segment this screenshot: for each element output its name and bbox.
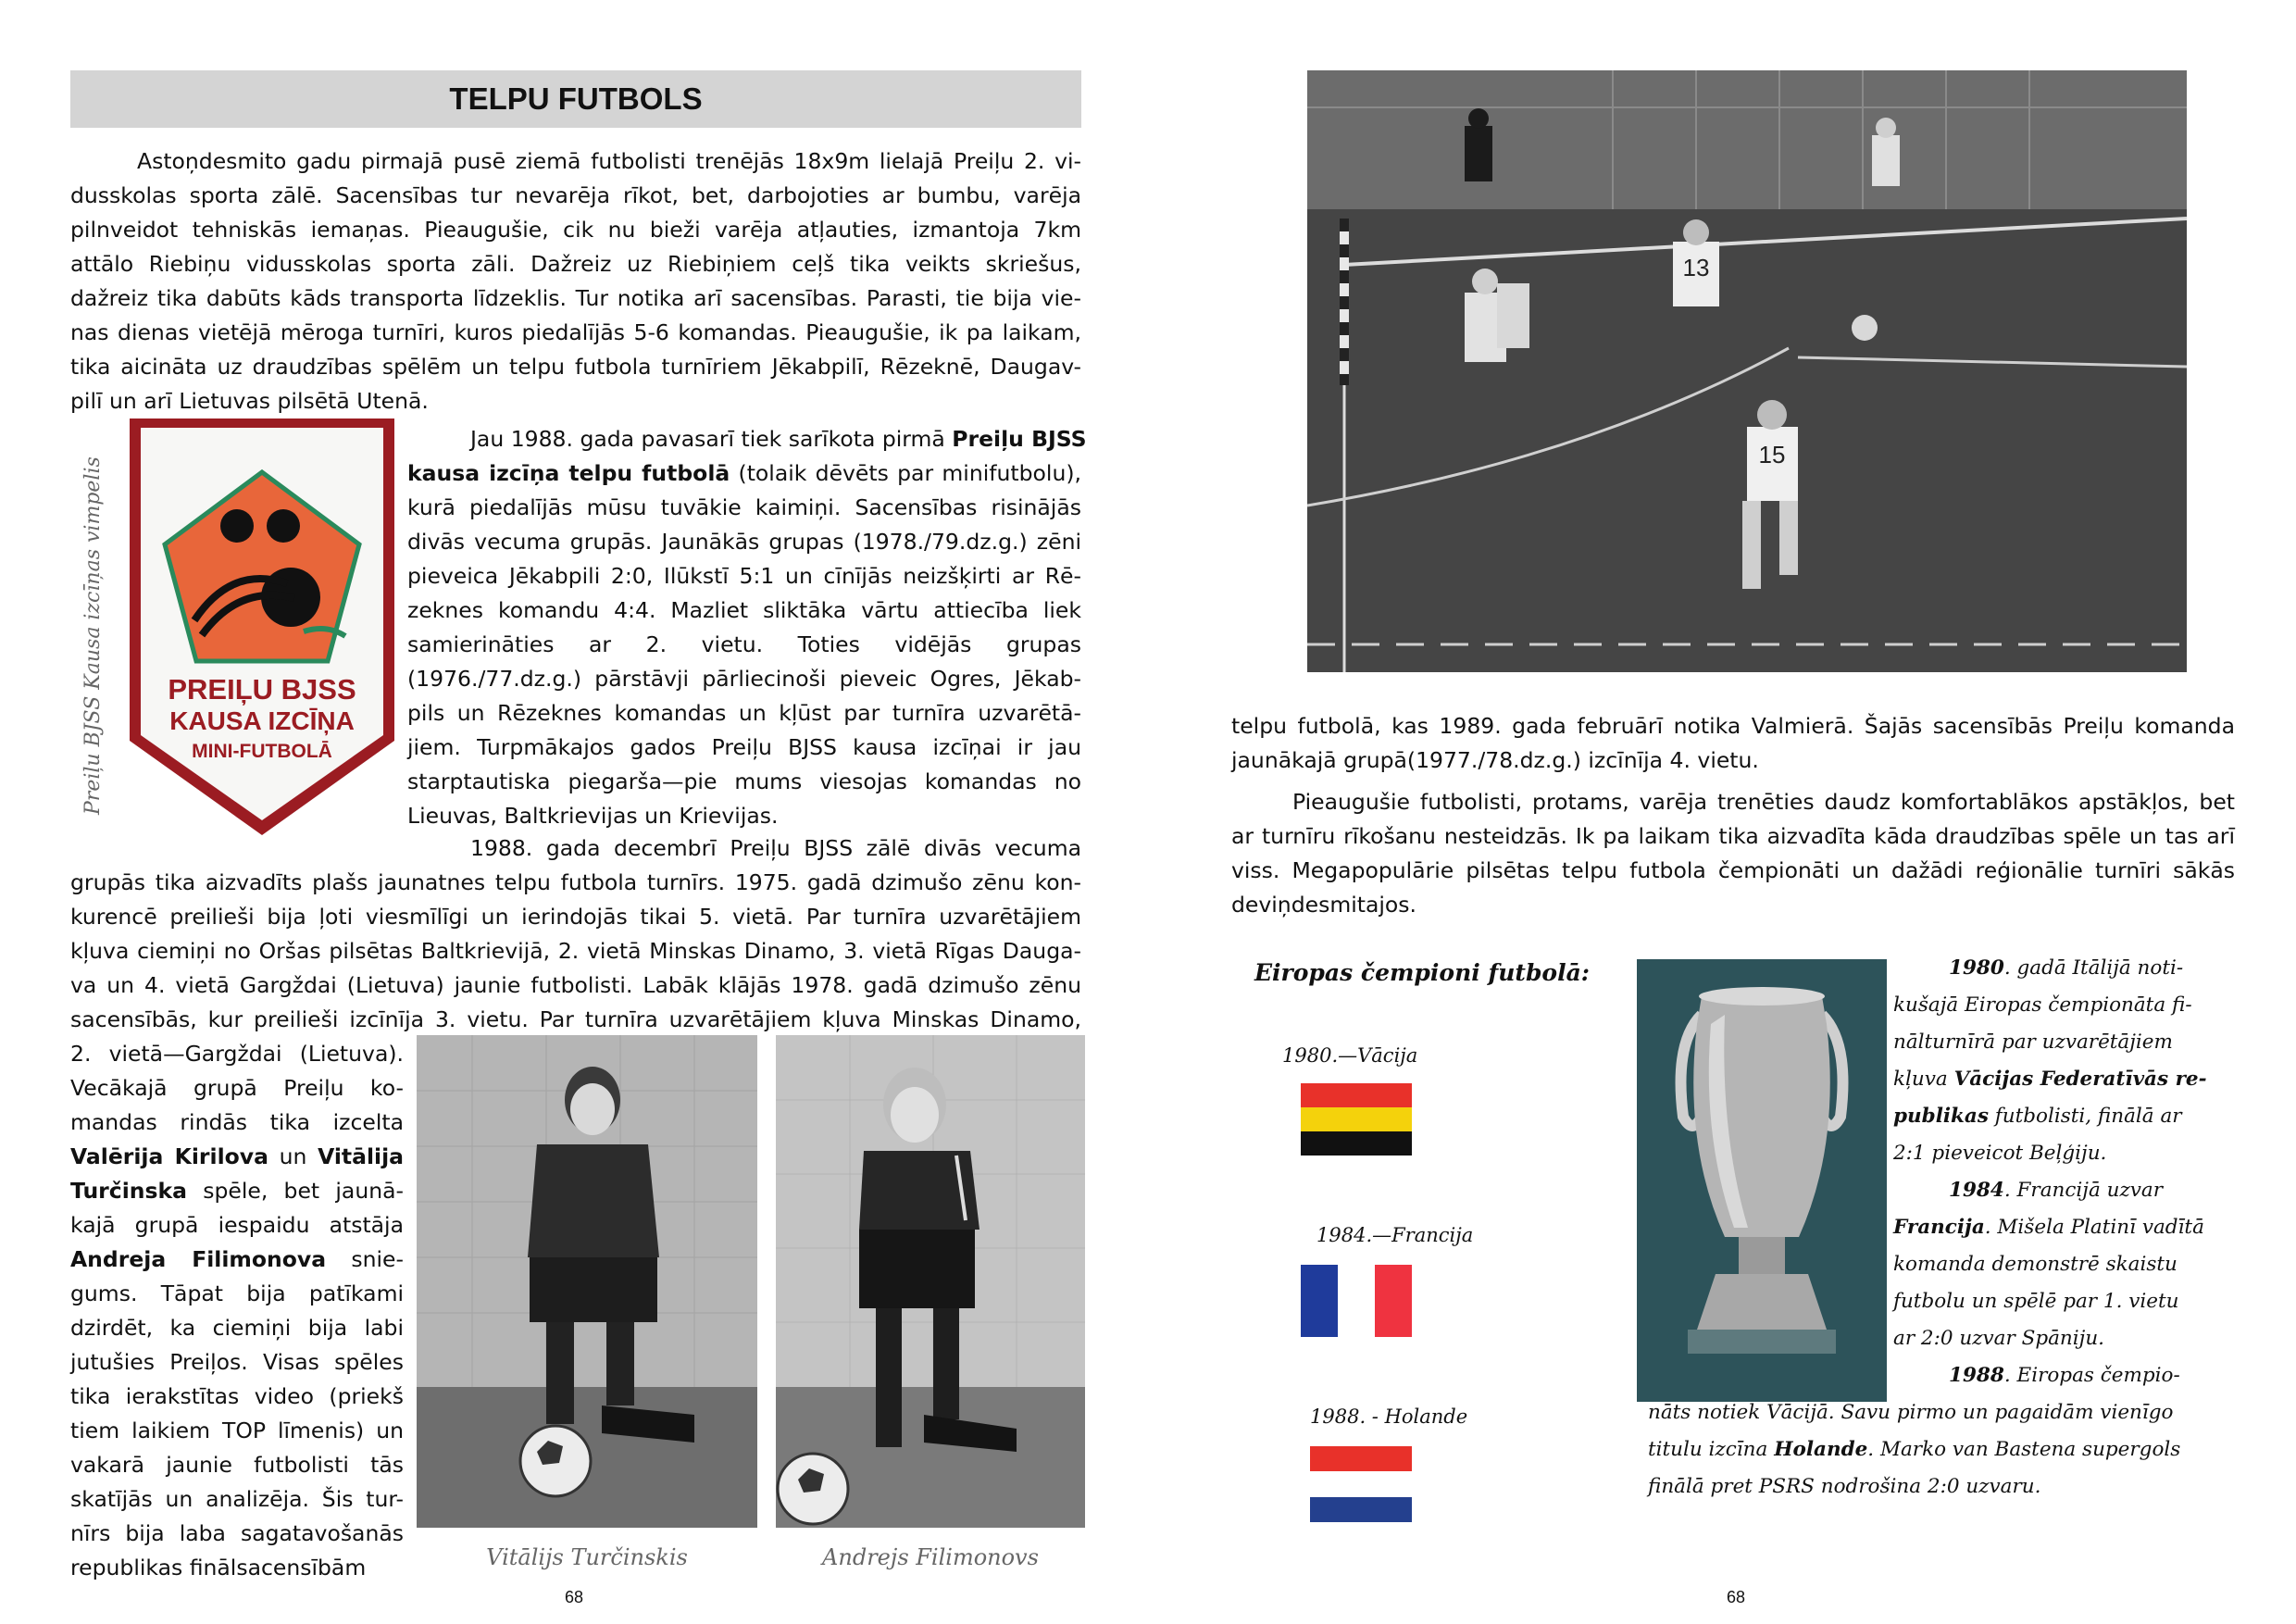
text-line: kajā grupā iespaidu atstāja xyxy=(70,1212,404,1238)
trophy-photo xyxy=(1637,959,1887,1402)
france-flag xyxy=(1301,1265,1412,1337)
germany-flag xyxy=(1301,1083,1412,1156)
text-line: Lieuvas, Baltkrievijas un Krievijas. xyxy=(407,803,779,829)
text-line: ar 2:0 uzvar Spāniju. xyxy=(1893,1327,2104,1350)
jersey-number: 13 xyxy=(1682,254,1710,281)
text-line: 1980. gadā Itālijā noti- xyxy=(1949,956,2184,980)
pennant-caption: Preiļu BJSS Kausa izcīņas vimpelis xyxy=(81,456,105,815)
pennant-line-2: KAUSA IZCĪŅA xyxy=(169,706,355,735)
text-line: telpu futbolā, kas 1989. gada februārī notika Valmierā. Šajās sacensībās Preiļu komanda xyxy=(1231,713,2235,739)
text-line: jiem. Turpmākajos gados Preiļu BJSS kausa izcīņai ir jau xyxy=(407,734,1081,760)
text-line: Francija. Mišela Platinī vadītā xyxy=(1893,1216,2204,1239)
player-photo-turcinskis xyxy=(417,1035,757,1528)
text-line: gums. Tāpat bija patīkami xyxy=(70,1280,404,1306)
player-photo-filimonovs xyxy=(776,1035,1085,1528)
text-line: komanda demonstrē skaistu xyxy=(1893,1253,2177,1276)
paragraph-narrow xyxy=(70,1037,404,1585)
text-line: kušajā Eiropas čempionāta fi- xyxy=(1893,993,2192,1017)
text-line: pieveica Jēkabpili 2:0, Ilūkstī 5:1 un cīnījās neizšķirti ar Rē- xyxy=(407,563,1081,589)
text-line: jutušies Preiļos. Visas spēles xyxy=(70,1349,404,1375)
page-title: TELPU FUTBOLS xyxy=(70,70,1081,128)
euro-story-1988 xyxy=(1648,1394,2222,1505)
text-line: kurā piedalījās mūsu tuvākie kaimiņi. Sacensības risinājās xyxy=(407,494,1081,520)
flag-label-1988: 1988. - Holande xyxy=(1310,1405,1468,1428)
jersey-number: 15 xyxy=(1758,441,1786,468)
text-line: ar turnīru rīkošanu nesteidzās. Ik pa laikam tika aizvadīta kāda draudzības spēle un tas arī xyxy=(1231,823,2235,849)
text-line: dzirdēt, ka ciemiņi bija labi xyxy=(70,1315,404,1341)
text-line: divās vecuma grupās. Jaunākās grupas (1978./79.dz.g.) zēni xyxy=(407,529,1081,555)
text-line: attālo Riebiņu vidusskolas sporta zāli. Dažreiz uz Riebiņiem ceļš tika veikts skriešus, xyxy=(70,251,1081,277)
text-line: 1984. Francijā uzvar xyxy=(1949,1179,2164,1202)
pennant-line-1: PREIĻU BJSS xyxy=(168,673,356,706)
ball-icon xyxy=(1852,315,1878,341)
text-line: tika aicināta uz draudzības spēlēm un telpu futbola turnīriem Jēkabpilī, Rēzeknē, Daugav- xyxy=(70,354,1081,380)
text-line: va un 4. vietā Gargždai (Lietuva) jaunie futbolisti. Labāk klājās 1978. gadā dzimušo zēnu xyxy=(70,972,1081,998)
text-line: dažreiz tika dabūts kāds transporta līdzeklis. Tur notika arī sacensības. Parasti, tie bija vie- xyxy=(70,285,1081,311)
flag-label-1984: 1984.—Francija xyxy=(1316,1224,1474,1246)
paragraph-1988 xyxy=(407,422,1087,833)
text-line: (1976./77.dz.g.) pārstāvji pārliecinoši pieveic Ogres, Jēkab- xyxy=(407,666,1081,692)
page-number-left: 68 xyxy=(564,1588,584,1606)
text-line: pils un Rēzeknes komandas un kļūst par turnīra uzvarētā- xyxy=(407,700,1081,726)
text-line: samierināties ar 2. vietu. Toties vidējās grupas xyxy=(407,631,1081,657)
text-line: publikas futbolisti, finālā ar xyxy=(1893,1105,2182,1128)
intro-paragraph xyxy=(70,144,1081,418)
text-line: Turčinska spēle, bet jaunā- xyxy=(70,1178,404,1204)
text-line: jaunākajā grupā(1977./78.dz.g.) izcīnīja 4. vietu. xyxy=(1231,747,1759,773)
text-line: viss. Megapopulārie pilsētas telpu futbola čempionāti un dažādi reģionālie turnīri sākās xyxy=(1231,857,2235,883)
text-line: titulu izcīna Holande. Marko van Bastena supergols xyxy=(1648,1438,2181,1461)
text-line: kļuva Vācijas Federatīvās re- xyxy=(1893,1068,2207,1091)
text-line: finālā pret PSRS nodrošina 2:0 uzvaru. xyxy=(1648,1475,2041,1498)
ball-icon xyxy=(220,509,254,543)
text-line: kļuva ciemiņi no Oršas pilsētas Baltkrievijā, 2. vietā Minskas Dinamo, 3. vietā Rīgas Dauga- xyxy=(70,938,1081,964)
match-photo xyxy=(1307,70,2187,672)
text-line: nas dienas vietējā mēroga turnīri, kuros piedalījās 5-6 komandas. Pieaugušie, ik pa laikam, xyxy=(70,319,1081,345)
text-line: tiem laikiem TOP līmenis) un xyxy=(70,1418,404,1443)
ball-icon xyxy=(267,509,300,543)
continued-paragraph xyxy=(1231,709,2235,778)
text-line: tika ierakstītas video (priekš xyxy=(70,1383,404,1409)
page-number-right: 68 xyxy=(1726,1588,1746,1606)
text-line: pilī un arī Lietuvas pilsētā Utenā. xyxy=(70,388,429,414)
text-line: 1988. Eiropas čempio- xyxy=(1949,1364,2180,1387)
text-line: Pieaugušie futbolisti, protams, varēja trenēties daudz komfortablākos apstākļos, bet xyxy=(1292,789,2235,815)
text-line: republikas finālsacensībām xyxy=(70,1555,367,1580)
pennant-line-3: MINI-FUTBOLĀ xyxy=(192,741,332,762)
text-line: 2. vietā—Gargždai (Lietuva). xyxy=(70,1041,404,1067)
euro-story xyxy=(1893,950,2213,1394)
text-line: 1988. gada decembrī Preiļu BJSS zālē divās vecuma xyxy=(470,835,1081,861)
text-line: Jau 1988. gada pavasarī tiek sarīkota pirmā Preiļu BJSS xyxy=(470,426,1087,452)
adults-paragraph xyxy=(1231,785,2235,922)
text-line: Astoņdesmito gadu pirmajā pusē ziemā futbolisti trenējās 18x9m lielajā Preiļu 2. vi- xyxy=(137,148,1081,174)
text-line: grupās tika aizvadīts plašs jaunatnes telpu futbola turnīrs. 1975. gadā dzimušo zēnu kon- xyxy=(70,869,1081,895)
text-line: vakarā jaunie futbolisti tās xyxy=(70,1452,404,1478)
text-line: deviņdesmitajos. xyxy=(1231,892,1416,918)
pennant-image xyxy=(128,417,396,838)
text-line: Andreja Filimonova snie- xyxy=(70,1246,404,1272)
text-line: nālturnīrā par uzvarētājiem xyxy=(1893,1031,2173,1054)
text-line: 2:1 pieveicot Beļģiju. xyxy=(1893,1142,2107,1165)
flag-label-1980: 1980.—Vācija xyxy=(1282,1044,1418,1067)
text-line: pilnveidot tehniskās iemaņas. Pieaugušie, cik nu bieži varēja atļauties, izmantoja 7km xyxy=(70,217,1081,243)
euro-champions-heading: Eiropas čempioni futbolā: xyxy=(1254,959,1591,986)
text-line: mandas rindās tika izcelta xyxy=(70,1109,404,1135)
netherlands-flag xyxy=(1310,1446,1412,1522)
text-line: starptautiska piegarša—pie mums viesojas komandas no xyxy=(407,768,1081,794)
text-line: nīrs bija laba sagatavošanās xyxy=(70,1520,404,1546)
photo-caption-left: Vitālijs Turčinskis xyxy=(486,1544,688,1570)
paragraph-december xyxy=(70,831,1081,1037)
text-line: dusskolas sporta zālē. Sacensības tur nevarēja rīkot, bet, darbojoties ar bumbu, varēja xyxy=(70,182,1081,208)
text-line: futbolu un spēlē par 1. vietu xyxy=(1893,1290,2179,1313)
text-line: sacensībās, kur preilieši izcīnīja 3. vietu. Par turnīra uzvarētājiem kļuva Minskas Dinamo, xyxy=(70,1006,1081,1032)
text-line: nāts notiek Vācijā. Savu pirmo un pagaidām vienīgo xyxy=(1648,1401,2174,1424)
text-line: zeknes komandu 4:4. Mazliet sliktāka vārtu attiecība liek xyxy=(407,597,1081,623)
text-line: Valērija Kirilova un Vitālija xyxy=(70,1143,405,1169)
text-line: skatījās un analizēja. Šis tur- xyxy=(70,1486,404,1512)
text-line: Vecākajā grupā Preiļu ko- xyxy=(70,1075,404,1101)
text-line: kurencē preilieši bija ļoti viesmīlīgi un ierindojās tikai 5. vietā. Par turnīra uzvarētājiem xyxy=(70,904,1081,930)
photo-caption-right: Andrejs Filimonovs xyxy=(822,1544,1039,1570)
text-line: kausa izcīņa telpu futbolā (tolaik dēvēts par minifutbolu), xyxy=(407,460,1081,486)
